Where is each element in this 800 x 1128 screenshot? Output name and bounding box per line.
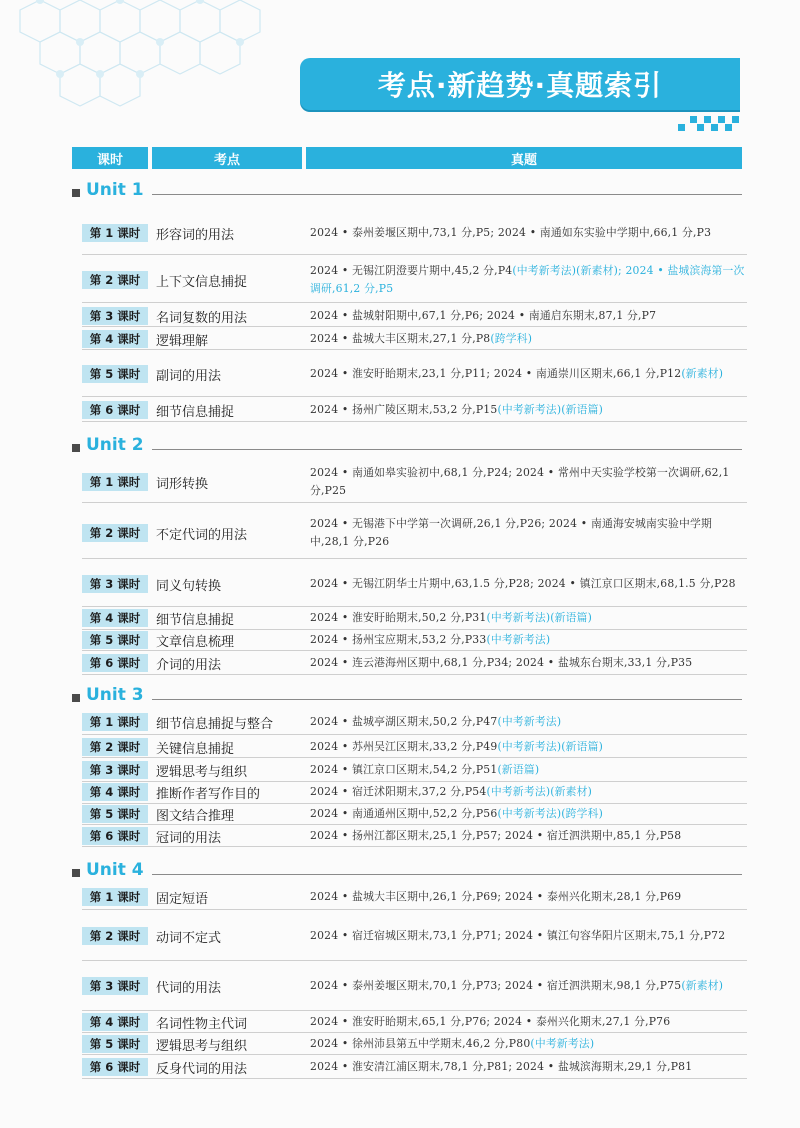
table-row bbox=[82, 399, 747, 422]
table-row bbox=[82, 630, 747, 651]
page-title-banner bbox=[300, 58, 740, 110]
topic-text: 副词的用法 bbox=[156, 368, 222, 384]
table-row bbox=[82, 562, 747, 607]
pixel-decoration bbox=[704, 116, 711, 123]
topic-text: 冠词的用法 bbox=[156, 830, 222, 846]
source-text bbox=[306, 738, 747, 756]
source-text bbox=[306, 927, 747, 945]
source-text bbox=[306, 464, 747, 500]
unit-title: Unit 3 bbox=[86, 685, 144, 705]
topic-text: 逻辑思考与组织 bbox=[156, 1038, 248, 1054]
source-tags: (新语篇) bbox=[497, 763, 540, 776]
unit-title: Unit 1 bbox=[86, 180, 144, 200]
lesson-label: 第 2 课时 bbox=[82, 927, 148, 945]
source-text bbox=[306, 888, 747, 906]
source-citation: 2024 • 盐城大丰区期中,26,1 分,P69; 2024 • 泰州兴化期末,28,1 分,P69 bbox=[310, 890, 682, 903]
unit-heading bbox=[72, 860, 742, 882]
source-tags: (中考新考法)(新语篇) bbox=[497, 403, 604, 416]
source-text bbox=[306, 262, 747, 298]
lesson-label: 第 4 课时 bbox=[82, 609, 148, 627]
table-row bbox=[82, 352, 747, 397]
source-tags: (中考新考法)(新素材); 2024 • 盐城滨海第一次调研,61,2 分,P5 bbox=[310, 264, 745, 295]
topic-text: 细节信息捕捉与整合 bbox=[156, 716, 274, 732]
lesson-label: 第 5 课时 bbox=[82, 805, 148, 823]
source-text bbox=[306, 805, 747, 823]
unit-divider bbox=[152, 194, 742, 195]
table-row bbox=[82, 212, 747, 255]
table-row bbox=[82, 885, 747, 910]
source-tags: (中考新考法) bbox=[486, 633, 551, 646]
source-tags: (中考新考法)(新语篇) bbox=[486, 611, 593, 624]
source-text bbox=[306, 224, 747, 242]
source-text bbox=[306, 827, 747, 845]
table-row bbox=[82, 607, 747, 630]
lesson-label: 第 4 课时 bbox=[82, 783, 148, 801]
lesson-label: 第 3 课时 bbox=[82, 575, 148, 593]
source-text bbox=[306, 761, 747, 779]
unit-bullet-icon bbox=[72, 694, 80, 702]
topic-text: 介词的用法 bbox=[156, 657, 222, 673]
lesson-label: 第 1 课时 bbox=[82, 888, 148, 906]
lesson-label: 第 6 课时 bbox=[82, 1058, 148, 1076]
source-text bbox=[306, 330, 747, 348]
source-citation: 2024 • 镇江京口区期末,54,2 分,P51 bbox=[310, 763, 498, 776]
lesson-label: 第 6 课时 bbox=[82, 654, 148, 672]
unit-title: Unit 2 bbox=[86, 435, 144, 455]
source-text bbox=[306, 654, 747, 672]
lesson-label: 第 1 课时 bbox=[82, 224, 148, 242]
source-text bbox=[306, 977, 747, 995]
source-citation: 2024 • 盐城亭湖区期末,50,2 分,P47 bbox=[310, 715, 498, 728]
table-row bbox=[82, 737, 747, 758]
source-tags: (中考新考法)(新语篇) bbox=[497, 740, 604, 753]
table-row bbox=[82, 710, 747, 735]
unit-divider bbox=[152, 699, 742, 700]
source-citation: 2024 • 无锡港下中学第一次调研,26,1 分,P26; 2024 • 南通海安城南实验中学期中,28,1 分,P26 bbox=[310, 517, 712, 548]
hexagon-pattern-decoration bbox=[0, 0, 300, 110]
lesson-label: 第 4 课时 bbox=[82, 330, 148, 348]
source-text bbox=[306, 1035, 747, 1053]
lesson-label: 第 5 课时 bbox=[82, 631, 148, 649]
source-text bbox=[306, 783, 747, 801]
topic-text: 代词的用法 bbox=[156, 980, 222, 996]
source-citation: 2024 • 扬州江都区期末,25,1 分,P57; 2024 • 宿迁泗洪期中,85,1 分,P58 bbox=[310, 829, 682, 842]
table-row bbox=[82, 826, 747, 847]
source-tags: (新素材) bbox=[681, 367, 724, 380]
lesson-label: 第 2 课时 bbox=[82, 524, 148, 542]
table-row bbox=[82, 1056, 747, 1079]
source-citation: 2024 • 南通通州区期中,52,2 分,P56 bbox=[310, 807, 498, 820]
source-citation: 2024 • 无锡江阴澄要片期中,45,2 分,P4 bbox=[310, 264, 513, 277]
topic-text: 名词性物主代词 bbox=[156, 1016, 248, 1032]
unit-divider bbox=[152, 449, 742, 450]
topic-text: 图文结合推理 bbox=[156, 808, 235, 824]
topic-text: 文章信息梳理 bbox=[156, 634, 235, 650]
lesson-label: 第 1 课时 bbox=[82, 473, 148, 491]
table-row bbox=[82, 329, 747, 350]
pixel-decoration bbox=[697, 124, 704, 131]
lesson-label: 第 6 课时 bbox=[82, 827, 148, 845]
topic-text: 逻辑理解 bbox=[156, 333, 209, 349]
source-text bbox=[306, 401, 747, 419]
unit-divider bbox=[152, 874, 742, 875]
pixel-decoration bbox=[718, 116, 725, 123]
lesson-label: 第 1 课时 bbox=[82, 713, 148, 731]
topic-text: 反身代词的用法 bbox=[156, 1061, 248, 1077]
unit-heading bbox=[72, 435, 742, 457]
topic-text: 逻辑思考与组织 bbox=[156, 764, 248, 780]
table-row bbox=[82, 1012, 747, 1033]
table-row bbox=[82, 912, 747, 961]
source-citation: 2024 • 淮安盱眙期末,65,1 分,P76; 2024 • 泰州兴化期末,27,1 分,P76 bbox=[310, 1015, 671, 1028]
table-row bbox=[82, 462, 747, 503]
topic-text: 细节信息捕捉 bbox=[156, 404, 235, 420]
pixel-decoration bbox=[732, 116, 739, 123]
lesson-label: 第 2 课时 bbox=[82, 738, 148, 756]
source-citation: 2024 • 扬州广陵区期末,53,2 分,P15 bbox=[310, 403, 498, 416]
unit-heading bbox=[72, 685, 742, 707]
topic-text: 名词复数的用法 bbox=[156, 310, 248, 326]
unit-heading bbox=[72, 180, 742, 202]
header-lesson: 课时 bbox=[72, 147, 148, 169]
header-source: 真题 bbox=[306, 147, 742, 169]
unit-bullet-icon bbox=[72, 189, 80, 197]
lesson-label: 第 2 课时 bbox=[82, 271, 148, 289]
table-row bbox=[82, 804, 747, 825]
unit-title: Unit 4 bbox=[86, 860, 144, 880]
source-tags: (跨学科) bbox=[490, 332, 533, 345]
table-row bbox=[82, 652, 747, 675]
lesson-label: 第 5 课时 bbox=[82, 1035, 148, 1053]
source-text bbox=[306, 575, 747, 593]
source-citation: 2024 • 无锡江阴华士片期中,63,1.5 分,P28; 2024 • 镇江京口区期末,68,1.5 分,P28 bbox=[310, 577, 736, 590]
lesson-label: 第 3 课时 bbox=[82, 761, 148, 779]
lesson-label: 第 5 课时 bbox=[82, 365, 148, 383]
table-header bbox=[72, 147, 742, 169]
source-text bbox=[306, 631, 747, 649]
source-citation: 2024 • 盐城射阳期中,67,1 分,P6; 2024 • 南通启东期末,87,1 分,P7 bbox=[310, 309, 657, 322]
table-row bbox=[82, 962, 747, 1011]
pixel-decoration bbox=[690, 116, 697, 123]
unit-bullet-icon bbox=[72, 869, 80, 877]
source-tags: (中考新考法)(跨学科) bbox=[497, 807, 604, 820]
lesson-label: 第 3 课时 bbox=[82, 977, 148, 995]
topic-text: 细节信息捕捉 bbox=[156, 612, 235, 628]
source-tags: (新素材) bbox=[681, 979, 724, 992]
source-citation: 2024 • 盐城大丰区期末,27,1 分,P8 bbox=[310, 332, 491, 345]
source-text bbox=[306, 365, 747, 383]
source-citation: 2024 • 南通如皋实验初中,68,1 分,P24; 2024 • 常州中天实验学校第一次调研,62,1 分,P25 bbox=[310, 466, 730, 497]
topic-text: 关键信息捕捉 bbox=[156, 741, 235, 757]
source-text bbox=[306, 1013, 747, 1031]
lesson-label: 第 3 课时 bbox=[82, 307, 148, 325]
source-tags: (中考新考法) bbox=[497, 715, 562, 728]
source-citation: 2024 • 苏州吴江区期末,33,2 分,P49 bbox=[310, 740, 498, 753]
source-text bbox=[306, 515, 747, 551]
table-row bbox=[82, 781, 747, 804]
table-row bbox=[82, 1034, 747, 1055]
topic-text: 上下文信息捕捉 bbox=[156, 274, 248, 290]
topic-text: 固定短语 bbox=[156, 891, 209, 907]
source-citation: 2024 • 泰州姜堰区期末,70,1 分,P73; 2024 • 宿迁泗洪期末,98,1 分,P75 bbox=[310, 979, 682, 992]
topic-text: 动词不定式 bbox=[156, 930, 222, 946]
source-tags: (中考新考法)(新素材) bbox=[486, 785, 593, 798]
pixel-decoration bbox=[725, 124, 732, 131]
unit-bullet-icon bbox=[72, 444, 80, 452]
pixel-decoration bbox=[711, 124, 718, 131]
topic-text: 词形转换 bbox=[156, 476, 209, 492]
pixel-decoration bbox=[678, 124, 685, 131]
source-citation: 2024 • 宿迁沭阳期末,37,2 分,P54 bbox=[310, 785, 487, 798]
table-row bbox=[82, 508, 747, 559]
source-citation: 2024 • 宿迁宿城区期末,73,1 分,P71; 2024 • 镇江句容华阳片区期末,75,1 分,P72 bbox=[310, 929, 726, 942]
table-row bbox=[82, 759, 747, 782]
source-citation: 2024 • 淮安盱眙期末,50,2 分,P31 bbox=[310, 611, 487, 624]
source-citation: 2024 • 连云港海州区期中,68,1 分,P34; 2024 • 盐城东台期末,33,1 分,P35 bbox=[310, 656, 693, 669]
page-title: 考点·新趋势·真题索引 bbox=[377, 69, 663, 102]
topic-text: 同义句转换 bbox=[156, 578, 222, 594]
source-text bbox=[306, 307, 747, 325]
source-citation: 2024 • 徐州沛县第五中学期末,46,2 分,P80 bbox=[310, 1037, 531, 1050]
table-row bbox=[82, 306, 747, 327]
header-topic: 考点 bbox=[152, 147, 302, 169]
source-citation: 2024 • 扬州宝应期末,53,2 分,P33 bbox=[310, 633, 487, 646]
lesson-label: 第 6 课时 bbox=[82, 401, 148, 419]
source-text bbox=[306, 609, 747, 627]
topic-text: 不定代词的用法 bbox=[156, 527, 248, 543]
table-row bbox=[82, 258, 747, 303]
source-text bbox=[306, 1058, 747, 1076]
source-text bbox=[306, 713, 747, 731]
source-citation: 2024 • 淮安清江浦区期末,78,1 分,P81; 2024 • 盐城滨海期末,29,1 分,P81 bbox=[310, 1060, 693, 1073]
source-tags: (中考新考法) bbox=[530, 1037, 595, 1050]
source-citation: 2024 • 泰州姜堰区期中,73,1 分,P5; 2024 • 南通如东实验中学期中,66,1 分,P3 bbox=[310, 226, 712, 239]
topic-text: 形容词的用法 bbox=[156, 227, 235, 243]
topic-text: 推断作者写作目的 bbox=[156, 786, 261, 802]
source-citation: 2024 • 淮安盱眙期末,23,1 分,P11; 2024 • 南通崇川区期末,66,1 分,P12 bbox=[310, 367, 682, 380]
lesson-label: 第 4 课时 bbox=[82, 1013, 148, 1031]
